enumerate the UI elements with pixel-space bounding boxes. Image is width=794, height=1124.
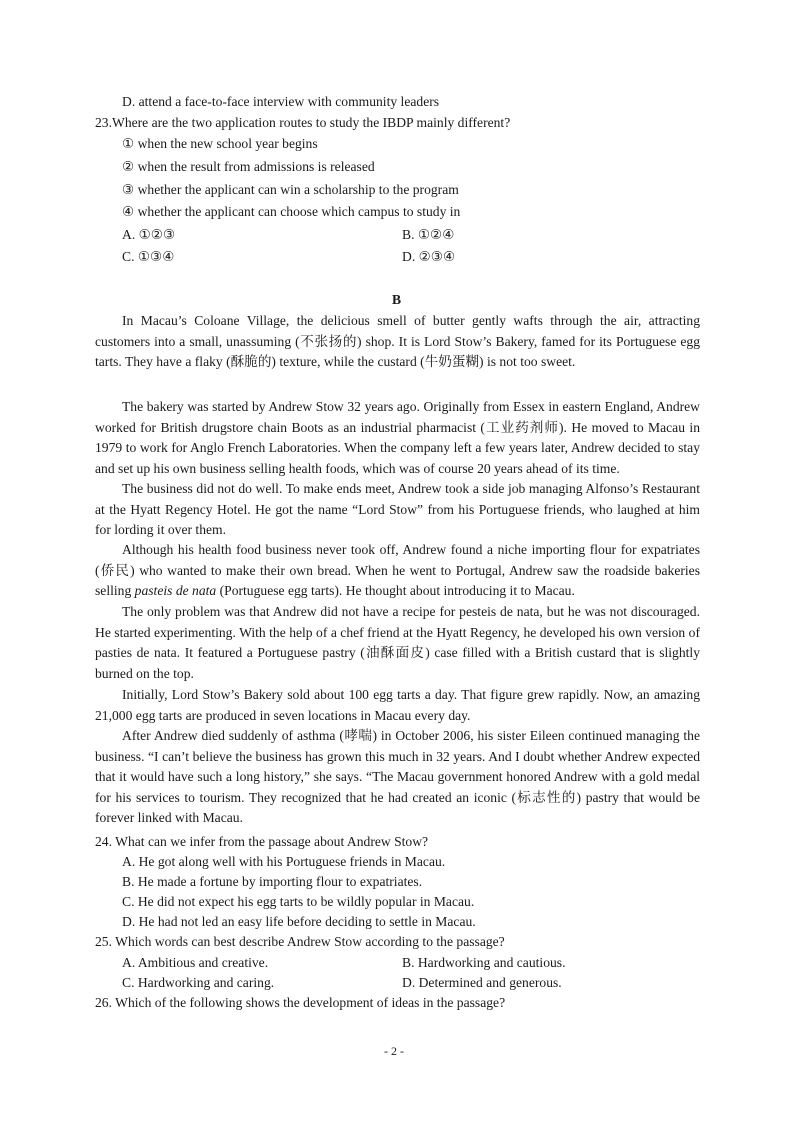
q23-item-1: ① when the new school year begins — [122, 136, 318, 151]
paragraph-4-text-a: Although his health food business never took off, Andrew found a niche importing flour for expatriates (侨民) who wanted to make their own bread. When he went to Portugal, Andrew saw the roadside bakeries selling — [95, 542, 700, 599]
passage-paragraph-4 — [95, 540, 700, 602]
passage-paragraph-6: Initially, Lord Stow’s Bakery sold about 100 egg tarts a day. That figure grew rapidly. Now, an amazing 21,000 egg tarts are produced in seven locations in Macau every day. — [95, 687, 700, 723]
q23-item-3: ③ whether the applicant can win a scholarship to the program — [122, 182, 459, 197]
passage-paragraph-5: The only problem was that Andrew did not have a recipe for pesteis de nata, but he was not discouraged. He started experimenting. With the help of a chef friend at the Hyatt Regency, he developed his own version of pasties de nata. It featured a Portuguese pastry (油酥面皮) case filled with a British custard that is slightly burned on the top. — [95, 604, 700, 681]
q23-item-2: ② when the result from admissions is released — [122, 159, 375, 174]
q23-option-a: A. ①②③ — [122, 227, 176, 242]
paragraph-4-text-b: (Portuguese egg tarts). He thought about introducing it to Macau. — [216, 583, 575, 599]
q25-option-a: A. Ambitious and creative. — [122, 955, 269, 970]
q26-stem: 26. Which of the following shows the development of ideas in the passage? — [95, 995, 506, 1010]
paragraph-4-italic-term: pasteis de nata — [134, 583, 217, 599]
page-number: - 2 - — [384, 1044, 404, 1058]
q23-option-c: C. ①③④ — [122, 249, 175, 264]
q24-option-b: B. He made a fortune by importing flour to expatriates. — [122, 874, 423, 889]
q22-option-d: D. attend a face-to-face interview with community leaders — [122, 94, 440, 109]
q25-option-b: B. Hardworking and cautious. — [402, 955, 566, 970]
q23-item-4: ④ whether the applicant can choose which campus to study in — [122, 204, 461, 219]
q25-option-c: C. Hardworking and caring. — [122, 975, 275, 990]
q24-option-d: D. He had not led an easy life before deciding to settle in Macau. — [122, 914, 476, 929]
passage-paragraph-1: In Macau’s Coloane Village, the delicious smell of butter gently wafts through the air, attracting customers into a small, unassuming (不张扬的) shop. It is Lord Stow’s Bakery, famed for its Portuguese egg tarts. They have a flaky (酥脆的) texture, while the custard (牛奶蛋糊) is not too sweet. — [95, 313, 700, 370]
q24-option-a: A. He got along well with his Portuguese friends in Macau. — [122, 854, 446, 869]
q25-stem: 25. Which words can best describe Andrew Stow according to the passage? — [95, 934, 505, 949]
q23-option-b: B. ①②④ — [402, 227, 455, 242]
passage-paragraph-7: After Andrew died suddenly of asthma (哮喘) in October 2006, his sister Eileen continued managing the business. “I can’t believe the business has grown this much in 32 years. And I doubt whether Andrew expected that it would have such a long history,” she says. “The Macau government honored Andrew with a gold medal for his services to tourism. They recognized that he had created an iconic (标志性的) pastry that would be forever linked with Macau. — [95, 728, 700, 826]
q25-option-d: D. Determined and generous. — [402, 975, 562, 990]
passage-paragraph-3: The business did not do well. To make ends meet, Andrew took a side job managing Alfonso’s Restaurant at the Hyatt Regency Hotel. He got the name “Lord Stow” from his Portuguese friends, who laughed at him for lording it over them. — [95, 481, 700, 538]
q24-option-c: C. He did not expect his egg tarts to be wildly popular in Macau. — [122, 894, 475, 909]
section-heading: B — [392, 292, 402, 307]
passage-paragraph-2: The bakery was started by Andrew Stow 32 years ago. Originally from Essex in eastern England, Andrew worked for British drugstore chain Boots as an industrial pharmacist (工业药剂师). He moved to Macau in 1979 to work for Anglo French Laboratories. When the company left a few years later, Andrew decided to stay and set up his own business selling health foods, which was of course 20 years ahead of its time. — [95, 399, 700, 476]
q24-stem: 24. What can we infer from the passage about Andrew Stow? — [95, 834, 429, 849]
q23-stem: 23.Where are the two application routes to study the IBDP mainly different? — [95, 115, 511, 130]
q23-option-d: D. ②③④ — [402, 249, 456, 264]
